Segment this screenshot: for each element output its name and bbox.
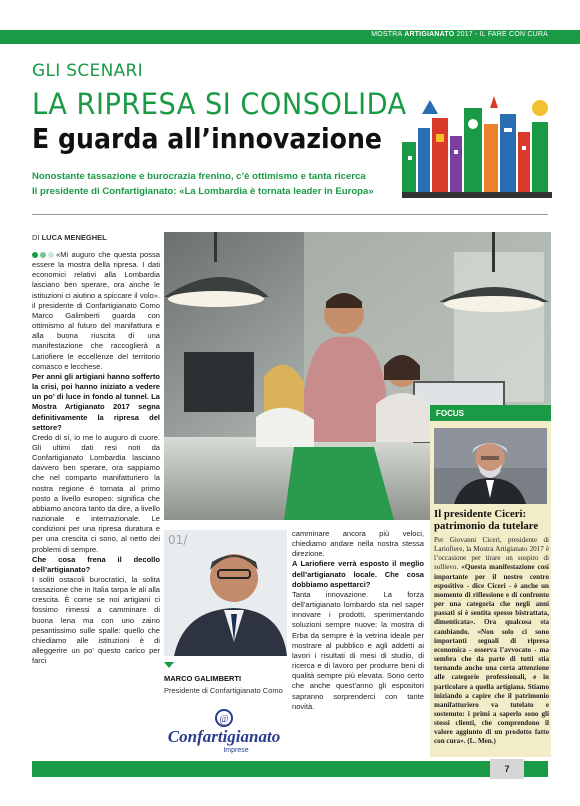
header-bar xyxy=(0,30,580,44)
headline: LA RIPRESA SI CONSOLIDA xyxy=(32,87,407,121)
separator xyxy=(32,214,548,215)
svg-text:@: @ xyxy=(219,714,229,725)
section-label: GLI SCENARI xyxy=(32,61,143,81)
question-1: Per anni gli artigiani hanno sofferto la crisi, poi hanno iniziato a vedere un po’ di luce in fondo al tunnel. La Mostra Artigianato 2017 segna definitivamente la ripresa del settore? xyxy=(32,371,160,432)
answer-1: Credo di sì, io me lo auguro di cuore. Gli ultimi dati resi noti da Confartigianato Lombardia lasciano davvero ben sperare, ora sappiamo che nel comparto manifatturiero la nostra regione è tornata al primo posto a livello europeo: significa che abbiamo ancora tanto da dire, a livello nazionale e internazionale. Le condizioni per una ripresa duratura e per una crescita ci sono, al netto dei problemi di sempre. xyxy=(32,432,160,554)
caption-name: MARCO GALIMBERTI xyxy=(164,674,242,683)
focus-label: FOCUS xyxy=(430,405,551,421)
headline-secondary: E guarda all’innovazione xyxy=(32,122,382,155)
caption-arrow-icon xyxy=(164,662,174,668)
question-2: Che cosa frena il decollo dell’artigianato? xyxy=(32,554,160,574)
svg-text:01/: 01/ xyxy=(168,533,188,547)
bullet-dots-icon xyxy=(32,250,56,260)
article-column-2 xyxy=(292,529,424,712)
svg-text:Confartigianato: Confartigianato xyxy=(167,727,281,746)
question-3: A Lariofiere verrà esposto il meglio dell’artigianato locale. Che cosa dobbiamo aspettarci? xyxy=(292,559,424,589)
article-intro: «Mi auguro che questa possa essere la mostra della ripresa. I dati economici relativi alla Lombardia lasciano ben sperare, ora anche le istituzioni ci aiutino a spiccare il volo». il presidente di Confartigianato Como Marco Galimberti guarda con ottimismo al futuro del manifattura e alla buona riuscita di una manifestazione che raccoglierà a Lariofiere le eccellenze del territorio comasco e lecchese. xyxy=(32,250,160,371)
city-illustration xyxy=(402,94,552,198)
answer-2-continued: camminare ancora più veloci, chiediamo andare nella nostra stessa direzione. xyxy=(292,529,424,559)
subtitle-line-1: Nonostante tassazione e burocrazia frenino, c’è ottimismo e tanta ricerca xyxy=(32,171,366,182)
answer-2: I soliti ostacoli burocratici, la solita tassazione che in Italia tarpa le ali alla crescita. È come se noi artigiani ci fossimo rimessi a camminare di buona lena ma con uno zaino pesantissimo sulle spalle: quello che chiediamo alle istituzioni è di alleggerire un po’ questo carico per farci xyxy=(32,575,160,666)
focus-title: Il presidente Ciceri: patrimonio da tutelare xyxy=(434,508,539,532)
ciceri-portrait xyxy=(434,428,547,504)
subtitle xyxy=(32,170,374,199)
caption-role: Presidente di Confartigianato Como xyxy=(164,686,283,695)
byline: DI LUCA MENEGHEL xyxy=(32,233,107,242)
header-text: MOSTRA ARTIGIANATO 2017 - IL FARE CON CURA xyxy=(371,31,548,38)
answer-3: Tanta innovazione. La forza dell’artigianato lombardo sta nel saper innovare i prodotti, sperimentando soluzioni sempre nuove: la mostra di Erba da sempre è la vetrina ideale per mostrare al pubblico e agli addetti ai lavori i risultati di mesi di studio, di ricerca e di lavoro per produrre beni di qualità sempre più elevata. Sono certo che anche quest’anno gli espositori sapranno sorprenderci con tante novità. xyxy=(292,589,424,711)
confartigianato-logo xyxy=(164,707,284,755)
galimberti-portrait xyxy=(164,530,287,656)
page-number: 7 xyxy=(490,759,524,779)
footer-bar xyxy=(32,761,548,777)
subtitle-line-2: Il presidente di Confartigianato: «La Lombardia è tornata leader in Europa» xyxy=(32,185,374,197)
svg-text:Imprese: Imprese xyxy=(223,747,249,754)
focus-body: Per Giovanni Ciceri, presidente di Lariofiere, la Mostra Artigianato 2017 è l’occasione per tirare un sospiro di sollievo. «Questa manifestazione così importante per il nostro centro espositivo - dice Ciceri - è anche un momento di riflessione e di confronto per una categoria che negli anni passati si è sentita spesso bistrattata, dimenticata». Ora qualcosa sta cambiando. «Non solo ci sono importanti segnali di ripresa economica - osserva l’avvocato - ma sembra che da parte di tutti stia tornando anche una certa attenzione alle categorie professionali, e in particolare a quella artigiana. Stiamo iniziando a capire che il patrimonio manifatturiero va tutelato e sostenuto: i primi a saperlo sono gli stessi clienti, che comprendono il valore aggiunto di un prodotto fatto con cura». (L. Men.) xyxy=(434,536,549,746)
article-column-1 xyxy=(32,250,160,666)
